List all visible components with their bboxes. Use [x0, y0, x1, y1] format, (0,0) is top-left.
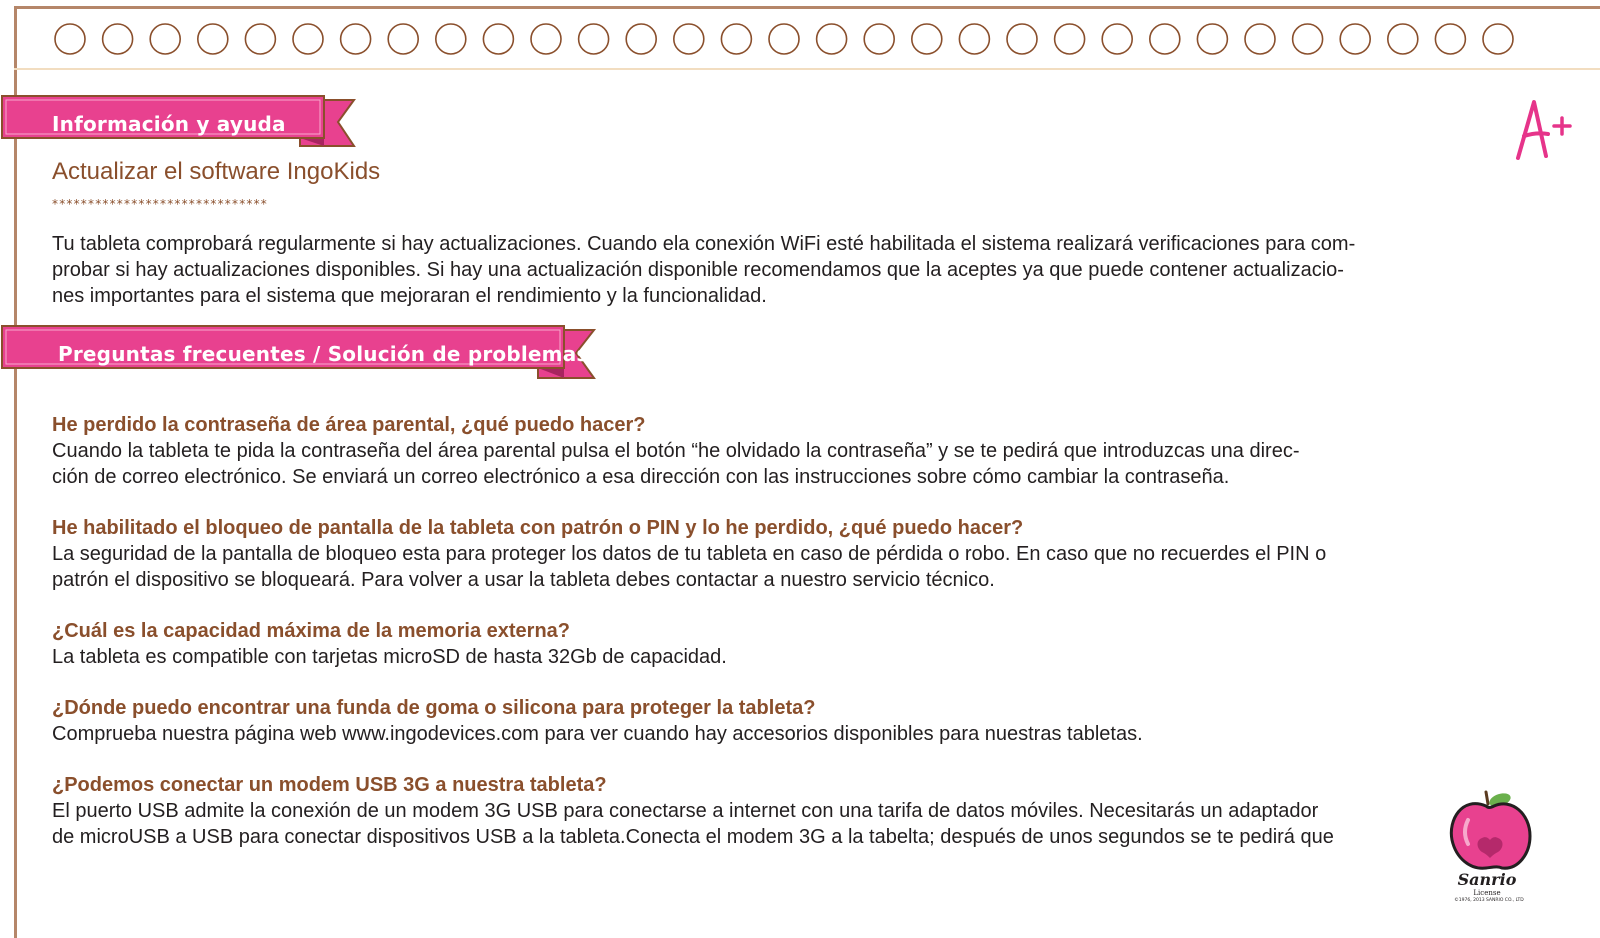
ring-hole-icon — [769, 24, 799, 54]
answer-line: patrón el dispositivo se bloqueará. Para volver a usar la tableta debes contactar a nuestro servicio técnico. — [52, 569, 995, 591]
ring-hole-icon — [1293, 24, 1323, 54]
ring-hole-icon — [1435, 24, 1465, 54]
ring-hole-icon — [579, 24, 609, 54]
ring-hole-icon — [959, 24, 989, 54]
answer-line: El puerto USB admite la conexión de un modem 3G USB para conectarse a internet con una tarifa de datos móviles. Necesitarás un adaptador — [52, 800, 1319, 822]
faq-question: He habilitado el bloqueo de pantalla de la tableta con patrón o PIN y lo he perdido, ¿qué puedo hacer? — [52, 517, 1024, 539]
ring-hole-icon — [1150, 24, 1180, 54]
ring-hole-icon — [1483, 24, 1513, 54]
faq-answer — [52, 438, 1532, 490]
answer-line: La seguridad de la pantalla de bloqueo esta para proteger los datos de tu tableta en caso de pérdida o robo. En caso que no recuerdes el PIN o — [52, 543, 1327, 565]
ring-hole-icon — [1388, 24, 1418, 54]
ring-hole-icon — [674, 24, 704, 54]
faq-question: He perdido la contraseña de área parental, ¿qué puedo hacer? — [52, 414, 646, 436]
faq-answer — [52, 798, 1532, 850]
ring-hole-icon — [198, 24, 228, 54]
ring-hole-icon — [531, 24, 561, 54]
answer-line: La tableta es compatible con tarjetas microSD de hasta 32Gb de capacidad. — [52, 646, 727, 668]
sanrio-license-text: License — [1473, 889, 1501, 897]
paragraph-line: nes importantes para el sistema que mejoraran el rendimiento y la funcionalidad. — [52, 285, 767, 307]
faq-item — [52, 412, 1532, 490]
sanrio-logo: Sanrio — [1457, 870, 1517, 889]
ring-divider-line — [14, 68, 1600, 70]
notebook-ring-holes — [0, 0, 1600, 76]
ring-hole-icon — [721, 24, 751, 54]
ring-hole-icon — [436, 24, 466, 54]
paragraph-line: probar si hay actualizaciones disponibles. Si hay una actualización disponible recomendamos que la aceptes ya que puede contener actualizacio- — [52, 259, 1344, 281]
ring-hole-icon — [626, 24, 656, 54]
ring-hole-icon — [293, 24, 323, 54]
faq-item — [52, 618, 1532, 670]
sanrio-copyright: ©1976, 2013 SANRIO CO., LTD — [1454, 898, 1524, 903]
answer-line: ción de correo electrónico. Se enviará un correo electrónico a esa dirección con las instrucciones sobre cómo cambiar la contraseña. — [52, 466, 1230, 488]
faq-answer — [52, 721, 1532, 747]
star-divider: ****************************** — [52, 197, 268, 211]
ring-hole-icon — [1197, 24, 1227, 54]
faq-item — [52, 695, 1532, 747]
section-subtitle: Actualizar el software IngoKids — [52, 158, 381, 185]
faq-item — [52, 772, 1532, 850]
ribbon-label-preguntas: Preguntas frecuentes / Solución de problemas — [58, 342, 589, 366]
ring-hole-icon — [55, 24, 85, 54]
ring-hole-icon — [817, 24, 847, 54]
ring-hole-icon — [864, 24, 894, 54]
answer-line: Comprueba nuestra página web www.ingodevices.com para ver cuando hay accesorios disponibles para nuestras tabletas. — [52, 723, 1143, 745]
answer-line: Cuando la tableta te pida la contraseña del área parental pulsa el botón “he olvidado la contraseña” y se te pedirá que introduzcas una direc- — [52, 440, 1300, 462]
ring-hole-icon — [341, 24, 371, 54]
ring-hole-icon — [150, 24, 180, 54]
info-paragraph — [52, 231, 1522, 309]
ribbon-label-informacion: Información y ayuda — [52, 112, 286, 136]
ring-hole-icon — [245, 24, 275, 54]
faq-question: ¿Podemos conectar un modem USB 3G a nuestra tableta? — [52, 774, 607, 796]
faq-question: ¿Cuál es la capacidad máxima de la memoria externa? — [52, 620, 571, 642]
a-plus-grade-icon — [1508, 98, 1578, 164]
ring-hole-icon — [388, 24, 418, 54]
ring-hole-icon — [1245, 24, 1275, 54]
faq-answer — [52, 541, 1532, 593]
ring-hole-icon — [1102, 24, 1132, 54]
ring-hole-icon — [483, 24, 513, 54]
ring-hole-icon — [1007, 24, 1037, 54]
ring-hole-icon — [1055, 24, 1085, 54]
faq-item — [52, 515, 1532, 593]
ring-hole-icon — [1340, 24, 1370, 54]
paragraph-line: Tu tableta comprobará regularmente si hay actualizaciones. Cuando ela conexión WiFi esté habilitada el sistema realizará verificaciones para com- — [52, 233, 1356, 255]
ring-hole-icon — [912, 24, 942, 54]
ring-hole-icon — [103, 24, 133, 54]
answer-line: de microUSB a USB para conectar dispositivos USB a la tableta.Conecta el modem 3G a la tabelta; después de unos segundos se te pedirá que — [52, 826, 1334, 848]
faq-answer — [52, 644, 1532, 670]
faq-question: ¿Dónde puedo encontrar una funda de goma o silicona para proteger la tableta? — [52, 697, 816, 719]
